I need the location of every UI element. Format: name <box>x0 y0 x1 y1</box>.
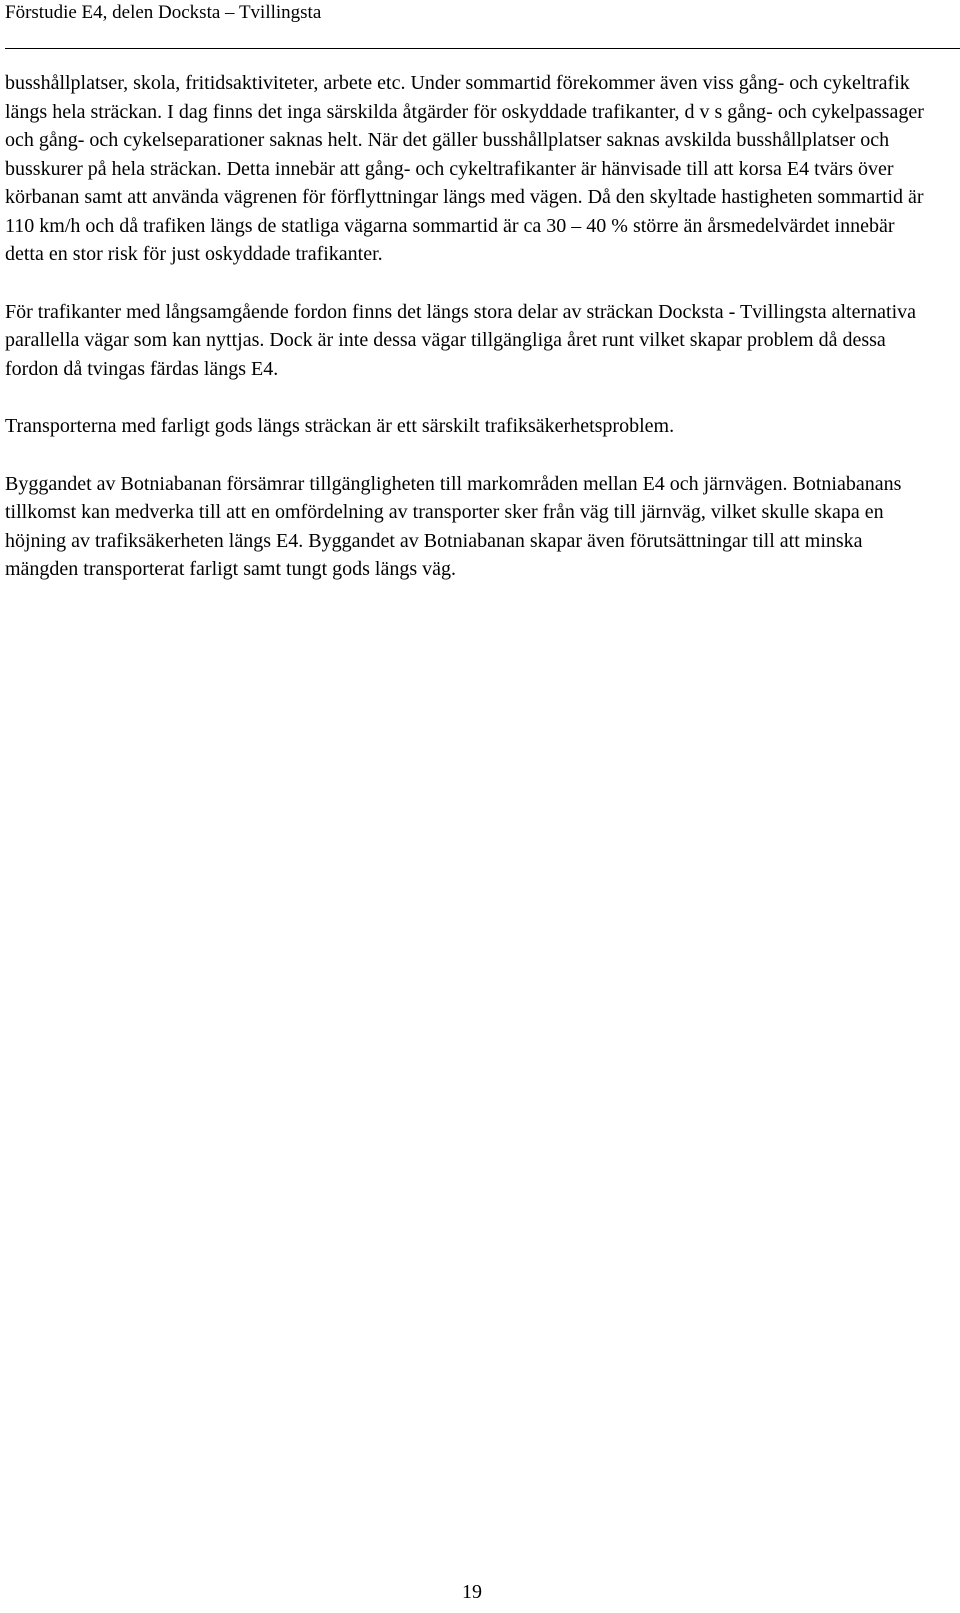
document-title: Förstudie E4, delen Docksta – Tvillingsta <box>5 2 322 23</box>
paragraph-slow-vehicles: För trafikanter med långsamgående fordon finns det längs stora delar av sträckan Docksta - Tvillingsta alternativa parallella vägar som kan nyttjas. Dock är inte dessa vägar tillgängliga året runt vilket skapar problem då dessa fordon då tvingas färdas längs E4. <box>5 300 916 380</box>
page-number: 19 <box>462 1581 482 1603</box>
paragraph-dangerous-goods: Transporterna med farligt gods längs sträckan är ett särskilt trafiksäkerhetsproblem. <box>5 415 675 437</box>
paragraph-botniabanan: Byggandet av Botniabanan försämrar tillgängligheten till markområden mellan E4 och järnvägen. Botniabanans tillkomst kan medverka till att en omfördelning av transporter sker från väg till järnväg, vilket skulle skapa en höjning av trafiksäkerheten längs E4. Byggandet av Botniabanan skapar även förutsättningar till att minska mängden transporterat farligt samt tungt gods längs väg. <box>5 472 902 580</box>
body-text <box>5 69 935 613</box>
paragraph-traffic-safety: busshållplatser, skola, fritidsaktiviteter, arbete etc. Under sommartid förekommer även viss gång- och cykeltrafik längs hela sträckan. I dag finns det inga särskilda åtgärder för oskyddade trafikanter, d v s gång- och cykelpassager och gång- och cykelseparationer saknas helt. När det gäller busshållplatser saknas avskilda busshållplatser och busskurer på hela sträckan. Detta innebär att gång- och cykeltrafikanter är hänvisade till att korsa E4 tvärs över körbanan samt att använda vägrenen för förflyttningar längs med vägen. Då den skyltade hastigheten sommartid är 110 km/h och då trafiken längs de statliga vägarna sommartid är ca 30 – 40 % större än årsmedelvärdet innebär detta en stor risk för just oskyddade trafikanter. <box>5 72 924 265</box>
page-header <box>5 0 960 49</box>
